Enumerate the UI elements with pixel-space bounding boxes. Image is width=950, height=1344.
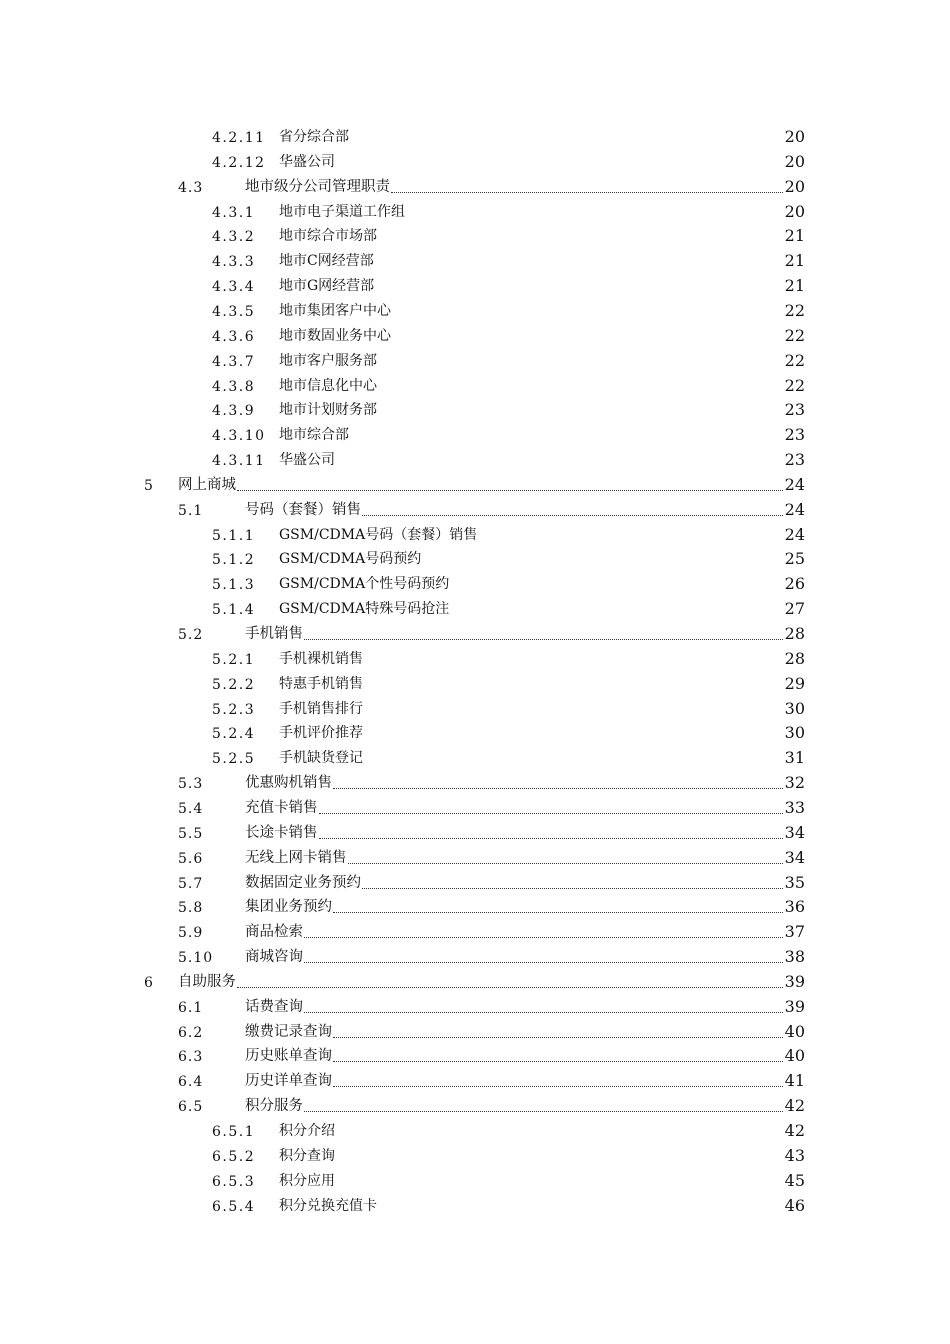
toc-entry-title: 地市客户服务部 [279, 352, 377, 369]
toc-entry-page: 37 [784, 922, 805, 942]
toc-entry-title: GSM/CDMA号码预约 [279, 551, 422, 568]
toc-entry-page: 29 [784, 673, 805, 693]
toc-entry[interactable] [0, 299, 805, 323]
toc-dot-leader [362, 888, 783, 889]
toc-entry-number: 6.5.4 [212, 1198, 256, 1215]
toc-entry-number: 5.2.5 [212, 751, 256, 768]
toc-entry-number: 4.3 [178, 179, 204, 196]
toc-entry-title: 网上商城 [178, 476, 236, 493]
toc-entry-page: 34 [784, 822, 805, 842]
toc-entry-title: 商品检索 [245, 924, 303, 941]
toc-entry-title: 缴费记录查询 [245, 1023, 332, 1040]
toc-entry-title: 手机销售 [245, 626, 303, 642]
toc-dot-leader [333, 912, 783, 913]
toc-entry[interactable] [0, 274, 805, 298]
toc-entry-number: 5.5 [178, 825, 204, 842]
toc-entry[interactable] [0, 995, 805, 1019]
toc-entry-title: 手机评价推荐 [279, 725, 363, 742]
toc-dot-leader [333, 1061, 783, 1062]
toc-entry-number: 4.3.4 [212, 279, 256, 296]
toc-entry-title: 地市C网经营部 [279, 253, 374, 270]
toc-entry-page: 28 [784, 648, 805, 668]
toc-entry-page: 20 [784, 127, 805, 146]
toc-entry-title: 地市数固业务中心 [279, 327, 391, 344]
toc-entry-title: 手机销售排行 [279, 700, 363, 717]
toc-entry-title: GSM/CDMA特殊号码抢注 [279, 601, 450, 618]
toc-entry-number: 6.5 [178, 1099, 204, 1116]
toc-dot-leader [362, 515, 783, 516]
toc-entry-page: 43 [784, 1145, 805, 1165]
toc-entry-number: 5.10 [178, 950, 214, 967]
toc-entry[interactable] [0, 895, 805, 919]
toc-entry-number: 6 [144, 974, 153, 991]
toc-entry-page: 23 [784, 425, 805, 445]
toc-entry-number: 5.2.4 [212, 726, 256, 743]
toc-entry[interactable] [0, 970, 805, 994]
toc-entry[interactable] [0, 1044, 805, 1068]
toc-entry-number: 5.1.1 [212, 527, 256, 544]
toc-entry-number: 5.8 [178, 900, 204, 917]
toc-entry[interactable] [0, 821, 805, 845]
toc-entry[interactable] [0, 150, 805, 174]
toc-entry-title: 自助服务 [178, 973, 236, 990]
toc-entry-title: 长途卡销售 [245, 824, 318, 841]
toc-entry-number: 4.2.11 [212, 130, 266, 146]
toc-dot-leader [319, 838, 783, 839]
toc-dot-leader [333, 1037, 783, 1038]
toc-entry-title: 优惠购机销售 [245, 775, 332, 792]
toc-entry-title: 地市计划财务部 [279, 402, 377, 419]
toc-entry[interactable] [0, 697, 805, 721]
toc-entry-page: 27 [784, 599, 805, 619]
toc-entry[interactable] [0, 672, 805, 696]
toc-entry-page: 25 [784, 549, 805, 569]
toc-dot-leader [237, 987, 783, 988]
toc-entry-number: 5.6 [178, 850, 204, 867]
toc-entry-number: 4.3.3 [212, 254, 256, 271]
toc-entry-number: 5.3 [178, 776, 204, 793]
toc-entry[interactable] [0, 871, 805, 895]
toc-entry-title: 积分服务 [245, 1098, 303, 1115]
toc-dot-leader [319, 813, 783, 814]
toc-entry-title: 地市综合部 [279, 427, 349, 444]
toc-entry-title: 充值卡销售 [245, 799, 318, 816]
toc-entry-number: 5.4 [178, 800, 204, 817]
toc-entry[interactable] [0, 572, 805, 596]
toc-entry-number: 6.3 [178, 1049, 204, 1066]
toc-entry-title: GSM/CDMA号码（套餐）销售 [279, 526, 478, 543]
toc-entry-page: 26 [784, 574, 805, 594]
toc-dot-leader [304, 937, 783, 938]
toc-entry-number: 6.5.1 [212, 1124, 256, 1140]
toc-entry-number: 4.3.6 [212, 328, 256, 345]
toc-entry-page: 34 [784, 847, 805, 867]
toc-entry-title: 地市G网经营部 [279, 278, 375, 295]
toc-entry-number: 5.1.3 [212, 577, 256, 594]
toc-entry[interactable] [0, 523, 805, 547]
toc-entry-page: 45 [784, 1170, 805, 1190]
toc-entry-title: 积分介绍 [279, 1123, 335, 1139]
toc-entry-page: 24 [784, 474, 805, 494]
toc-entry[interactable] [0, 547, 805, 571]
toc-entry-page: 20 [784, 151, 805, 171]
toc-entry[interactable] [0, 200, 805, 224]
toc-entry-page: 23 [784, 400, 805, 420]
toc-entry-title: 地市集团客户中心 [279, 302, 391, 319]
toc-entry-number: 5.9 [178, 925, 204, 942]
toc-entry[interactable] [0, 423, 805, 447]
toc-entry-title: 积分兑换充值卡 [279, 1197, 377, 1214]
toc-entry-title: 商城咨询 [245, 949, 303, 966]
toc-entry-page: 35 [784, 872, 805, 892]
toc-entry-title: 积分查询 [279, 1147, 335, 1164]
toc-entry-title: 地市信息化中心 [279, 377, 377, 394]
toc-entry-page: 20 [784, 201, 805, 221]
toc-entry-number: 6.2 [178, 1024, 204, 1041]
toc-entry-number: 4.3.10 [212, 428, 266, 445]
toc-entry[interactable] [0, 1020, 805, 1044]
toc-entry[interactable] [0, 647, 805, 671]
toc-entry-number: 5.1.4 [212, 602, 256, 619]
toc-entry-page: 22 [784, 375, 805, 395]
toc-entry-page: 42 [784, 1096, 805, 1116]
toc-entry-page: 38 [784, 947, 805, 967]
toc-entry-number: 6.5.2 [212, 1148, 256, 1165]
toc-entry-title: 号码（套餐）销售 [245, 501, 361, 518]
toc-dot-leader [304, 1012, 783, 1013]
toc-dot-leader [304, 1111, 783, 1112]
toc-entry-page: 22 [784, 325, 805, 345]
toc-entry-page: 30 [784, 723, 805, 743]
toc-entry-page: 40 [784, 1021, 805, 1041]
toc-entry-title: 积分应用 [279, 1172, 335, 1189]
toc-entry-page: 39 [784, 971, 805, 991]
toc-entry-title: 历史详单查询 [245, 1073, 332, 1090]
toc-dot-leader [391, 192, 783, 193]
toc-entry[interactable] [0, 1119, 805, 1143]
toc-entry-page: 20 [784, 176, 805, 196]
toc-entry-page: 40 [784, 1046, 805, 1066]
toc-entry-number: 6.4 [178, 1074, 204, 1091]
toc-entry[interactable] [0, 448, 805, 472]
toc-entry-number: 5 [144, 477, 153, 494]
toc-entry-number: 4.3.2 [212, 229, 256, 246]
toc-entry[interactable] [0, 846, 805, 870]
toc-entry-number: 5.2.1 [212, 651, 256, 668]
toc-dot-leader [333, 788, 783, 789]
toc-entry[interactable] [0, 721, 805, 745]
toc-entry-title: 历史账单查询 [245, 1048, 332, 1065]
toc-entry-number: 6.1 [178, 999, 204, 1016]
toc-entry-title: 话费查询 [245, 998, 303, 1015]
toc-entry-number: 4.3.11 [212, 453, 266, 470]
toc-entry[interactable] [0, 249, 805, 273]
toc-entry-page: 21 [784, 276, 805, 296]
toc-entry-number: 4.3.1 [212, 204, 256, 221]
toc-entry-page: 24 [784, 524, 805, 544]
toc-entry-number: 5.7 [178, 875, 204, 892]
toc-entry-page: 36 [784, 897, 805, 917]
toc-entry-page: 39 [784, 996, 805, 1016]
toc-entry-title: 地市级分公司管理职责 [245, 178, 390, 195]
toc-entry-number: 6.5.3 [212, 1173, 256, 1190]
toc-entry-number: 4.3.5 [212, 303, 256, 320]
toc-entry-number: 4.3.7 [212, 353, 256, 370]
toc-entry-page: 41 [784, 1071, 805, 1091]
toc-entry[interactable] [0, 125, 805, 149]
toc-entry[interactable] [0, 324, 805, 348]
toc-entry-title: 华盛公司 [279, 452, 335, 469]
toc-entry-page: 31 [784, 748, 805, 768]
toc-entry[interactable] [0, 1194, 805, 1218]
toc-entry[interactable] [0, 398, 805, 422]
toc-entry-title: 数据固定业务预约 [245, 874, 361, 891]
toc-entry-title: 集团业务预约 [245, 899, 332, 916]
toc-entry[interactable] [0, 920, 805, 944]
toc-entry-title: 手机裸机销售 [279, 650, 363, 667]
toc-entry[interactable] [0, 473, 805, 497]
toc-entry-number: 4.3.8 [212, 378, 256, 395]
toc-entry[interactable] [0, 349, 805, 373]
toc-entry[interactable] [0, 498, 805, 522]
toc-dot-leader [348, 863, 783, 864]
toc-entry-title: 地市电子渠道工作组 [279, 203, 405, 220]
toc-entry-page: 30 [784, 698, 805, 718]
toc-entry-title: 华盛公司 [279, 153, 335, 170]
toc-entry-title: 特惠手机销售 [279, 675, 363, 692]
toc-entry[interactable] [0, 796, 805, 820]
toc-dot-leader [304, 962, 783, 963]
toc-entry-number: 5.1 [178, 502, 204, 519]
toc-entry-page: 32 [784, 773, 805, 793]
toc-entry-page: 24 [784, 499, 805, 519]
toc-dot-leader [304, 639, 783, 640]
toc-entry[interactable] [0, 374, 805, 398]
toc-dot-leader [333, 1086, 783, 1087]
toc-entry[interactable] [0, 1169, 805, 1193]
toc-entry[interactable] [0, 1144, 805, 1168]
toc-entry-page: 21 [784, 251, 805, 271]
toc-entry-number: 5.2 [178, 627, 204, 643]
toc-entry[interactable] [0, 597, 805, 621]
toc-entry[interactable] [0, 175, 805, 199]
toc-entry-title: 地市综合市场部 [279, 228, 377, 245]
toc-entry-number: 5.1.2 [212, 552, 256, 569]
toc-entry-title: 手机缺货登记 [279, 750, 363, 767]
toc-entry[interactable] [0, 771, 805, 795]
toc-entry[interactable] [0, 746, 805, 770]
toc-entry-page: 22 [784, 300, 805, 320]
toc-entry[interactable] [0, 945, 805, 969]
toc-entry-page: 46 [784, 1195, 805, 1215]
toc-entry-page: 28 [784, 624, 805, 643]
toc-entry-number: 4.2.12 [212, 154, 266, 171]
toc-dot-leader [237, 490, 783, 491]
toc-entry-title: 无线上网卡销售 [245, 849, 347, 866]
toc-entry-title: 省分综合部 [279, 129, 349, 145]
toc-entry-page: 21 [784, 226, 805, 246]
toc-entry[interactable] [0, 1094, 805, 1118]
toc-entry-page: 42 [784, 1121, 805, 1140]
toc-entry-number: 5.2.2 [212, 676, 256, 693]
toc-entry[interactable] [0, 622, 805, 646]
toc-entry-page: 23 [784, 450, 805, 470]
toc-entry-number: 4.3.9 [212, 403, 256, 420]
toc-entry-page: 22 [784, 350, 805, 370]
toc-entry[interactable] [0, 1069, 805, 1093]
toc-entry-title: GSM/CDMA个性号码预约 [279, 576, 450, 593]
toc-entry-number: 5.2.3 [212, 701, 256, 718]
toc-entry[interactable] [0, 224, 805, 248]
toc-entry-page: 33 [784, 797, 805, 817]
